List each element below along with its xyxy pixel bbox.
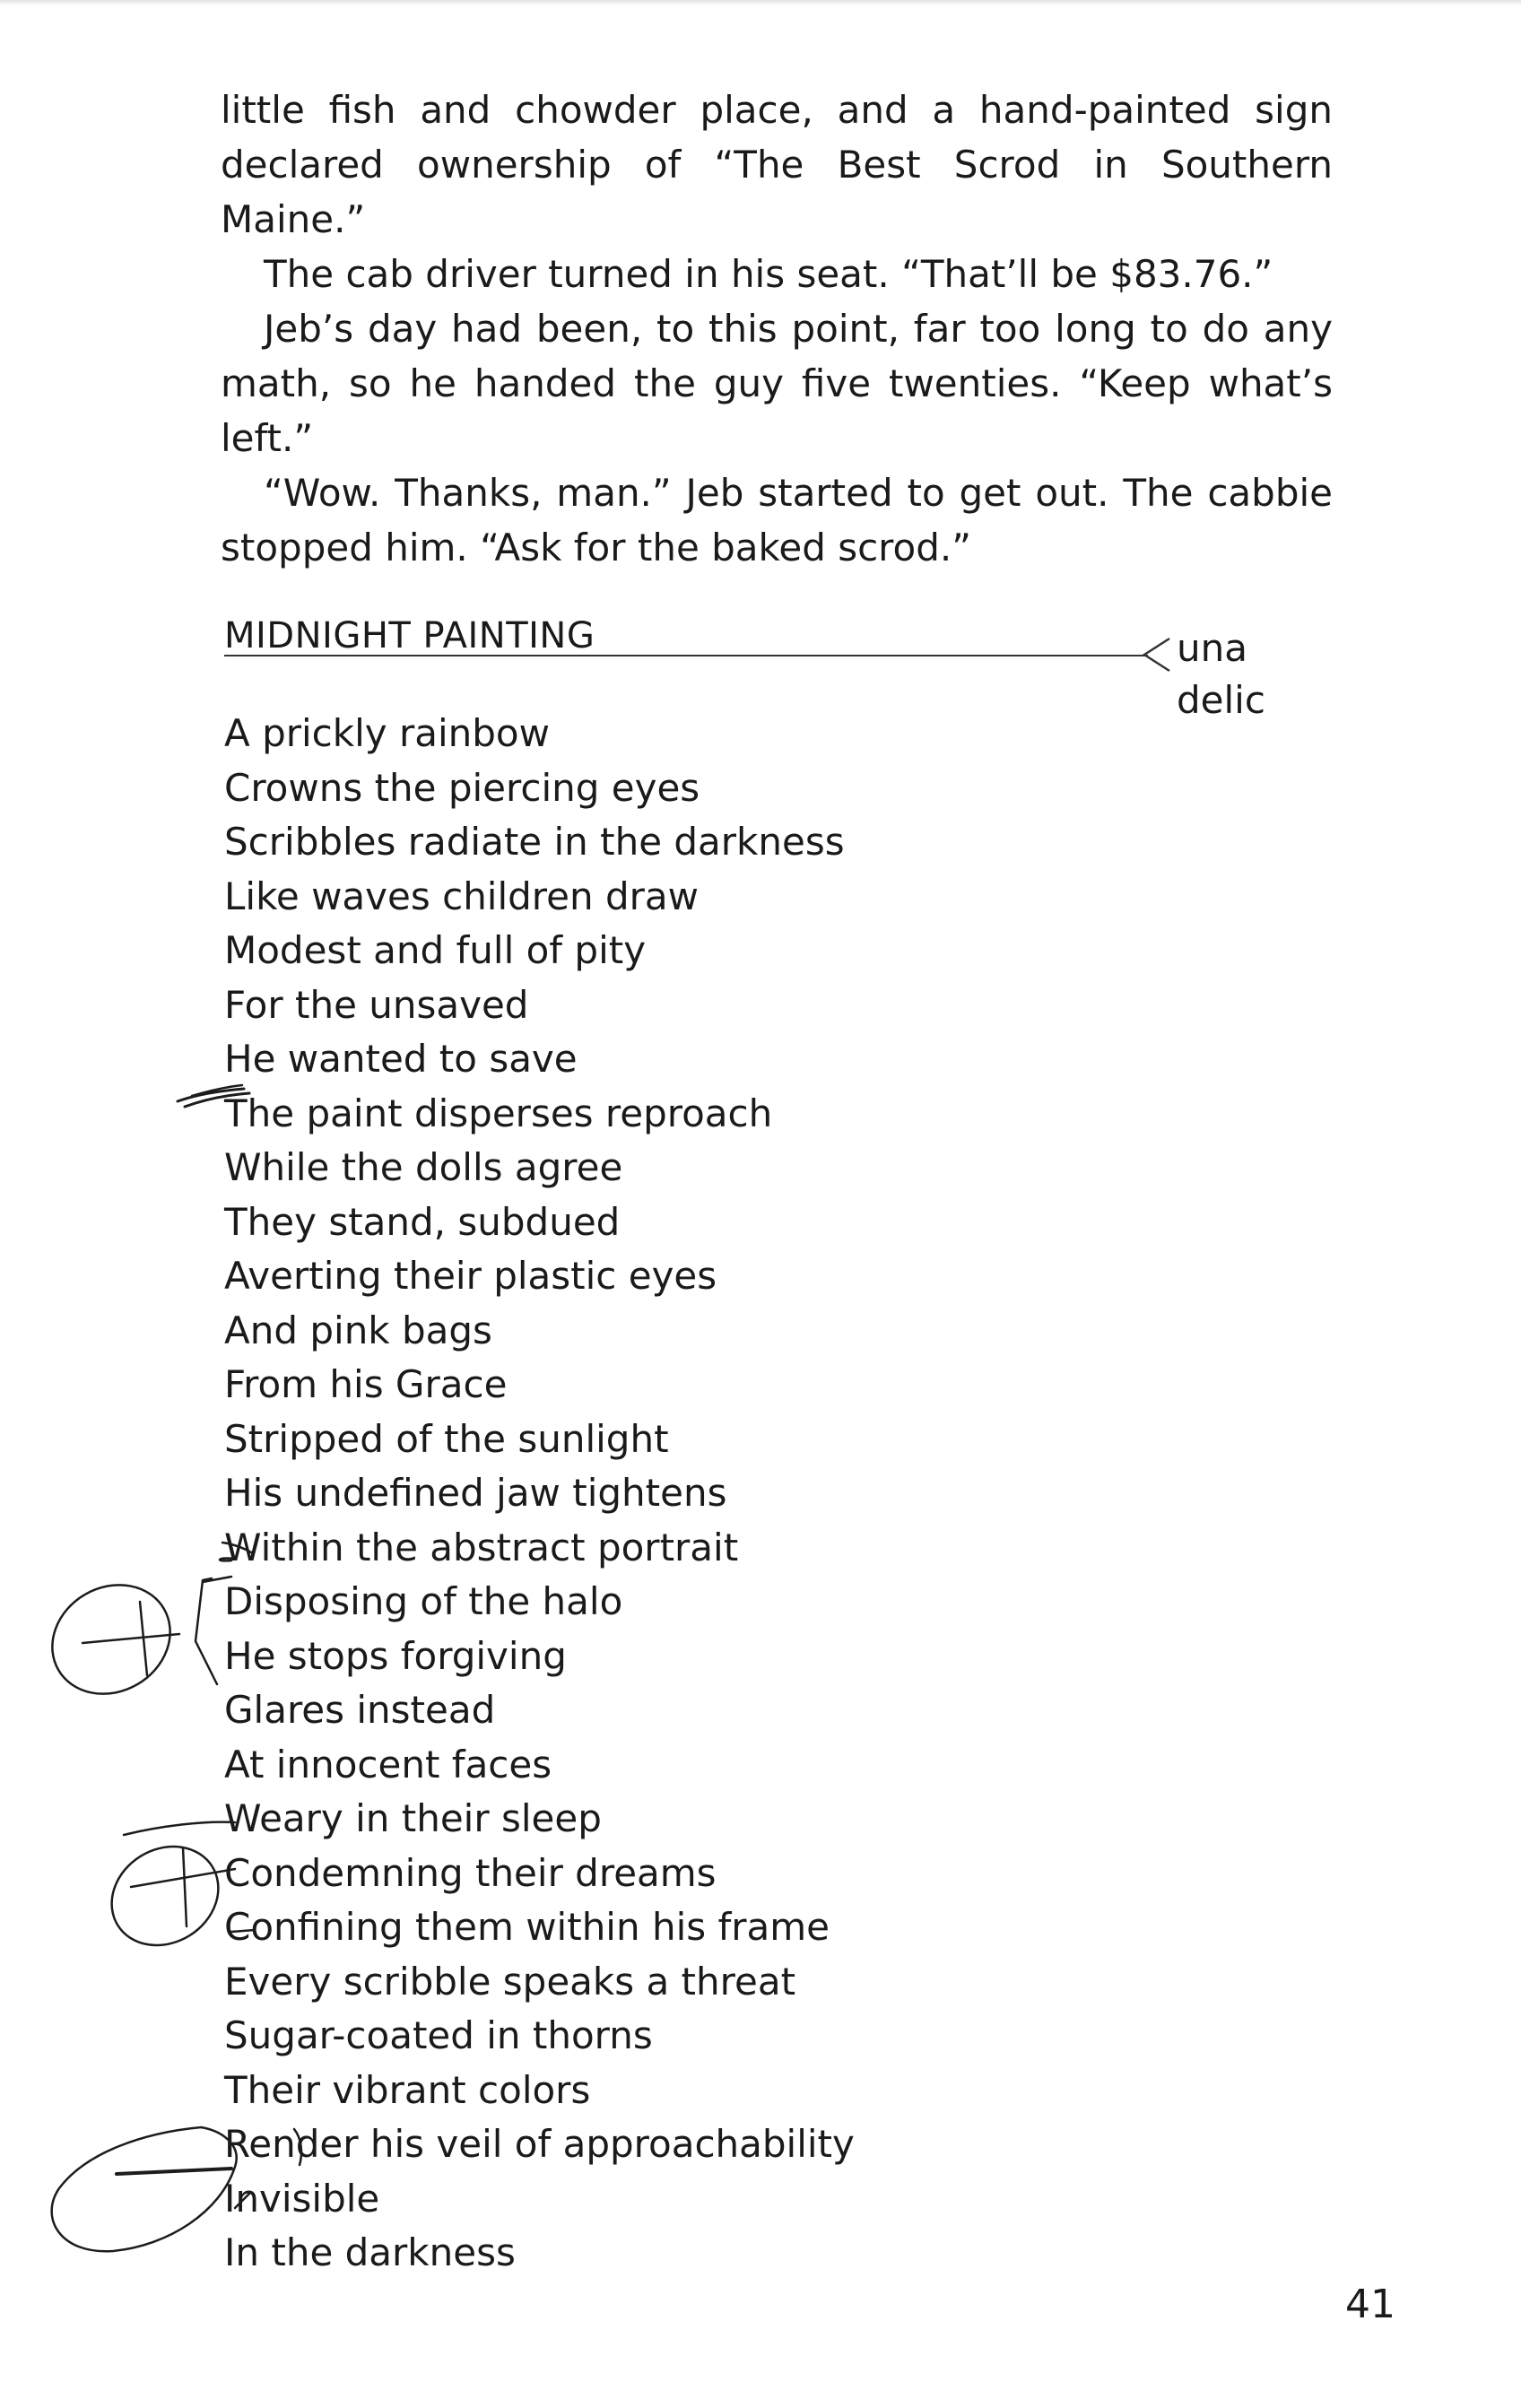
poem-line: Scribbles radiate in the darkness <box>224 820 845 864</box>
poem-line: While the dolls agree <box>224 1145 623 1189</box>
poem-line: Disposing of the halo <box>224 1579 623 1623</box>
poem-line: Their vibrant colors <box>224 2067 591 2112</box>
poem-line: Confining them within his frame <box>224 1905 830 1949</box>
plus-mark-group-1 <box>32 1543 253 1715</box>
page-number: 41 <box>1345 2282 1395 2327</box>
poem-line: Weary in their sleep <box>224 1796 602 1840</box>
poem-line: From his Grace <box>224 1362 508 1406</box>
prose-paragraph: little fish and chowder place, and a hand-painted sign declared ownership of “The Best Scrod in Southern Maine.” <box>221 88 1333 241</box>
poem-line: Modest and full of pity <box>224 928 647 972</box>
prose-excerpt <box>221 83 1333 575</box>
poem-line: Invisible <box>224 2176 380 2221</box>
poem-line: They stand, subdued <box>224 1199 621 1244</box>
poem-line: A prickly rainbow <box>224 711 550 755</box>
poem-line: His undefined jaw tightens <box>224 1471 727 1515</box>
poem-line: Stripped of the sunlight <box>224 1416 669 1461</box>
poem-line: In the darkness <box>224 2230 516 2274</box>
poem-line: Within the abstract portrait <box>224 1525 739 1569</box>
poem-author: una delic <box>1177 626 1265 722</box>
poem-line: Condemning their dreams <box>224 1850 717 1895</box>
poem-line: Like waves children draw <box>224 874 699 918</box>
title-rule <box>224 655 1148 656</box>
poem-line: Glares instead <box>224 1688 496 1732</box>
scan-top-edge <box>0 0 1521 5</box>
poem-line: Render his veil of approachability <box>224 2122 855 2166</box>
poem-line: He stops forgiving <box>224 1633 567 1678</box>
poem-line: He wanted to save <box>224 1037 578 1081</box>
poem-title: MIDNIGHT PAINTING <box>224 615 595 656</box>
poem-line: Every scribble speaks a threat <box>224 1959 796 2004</box>
poem-line: At innocent faces <box>224 1742 552 1786</box>
poem-line: Sugar-coated in thorns <box>224 2013 653 2057</box>
poem-line: And pink bags <box>224 1308 492 1352</box>
prose-paragraph: Jeb’s day had been, to this point, far too long to do any math, so he handed the guy five twenties. “Keep what’s left.” <box>221 307 1333 460</box>
prose-paragraph: The cab driver turned in his seat. “That’ll be $83.76.” <box>264 252 1273 296</box>
poem-body <box>224 707 1031 2281</box>
poem-line: Crowns the piercing eyes <box>224 765 700 810</box>
poem-line: For the unsaved <box>224 982 529 1027</box>
poem-line: Averting their plastic eyes <box>224 1254 717 1298</box>
poem-line: The paint disperses reproach <box>224 1091 773 1135</box>
poem-heading <box>224 610 1336 722</box>
chevron-left-icon <box>1139 635 1175 674</box>
prose-paragraph: “Wow. Thanks, man.” Jeb started to get out. The cabbie stopped him. “Ask for the baked scrod.” <box>221 471 1333 569</box>
